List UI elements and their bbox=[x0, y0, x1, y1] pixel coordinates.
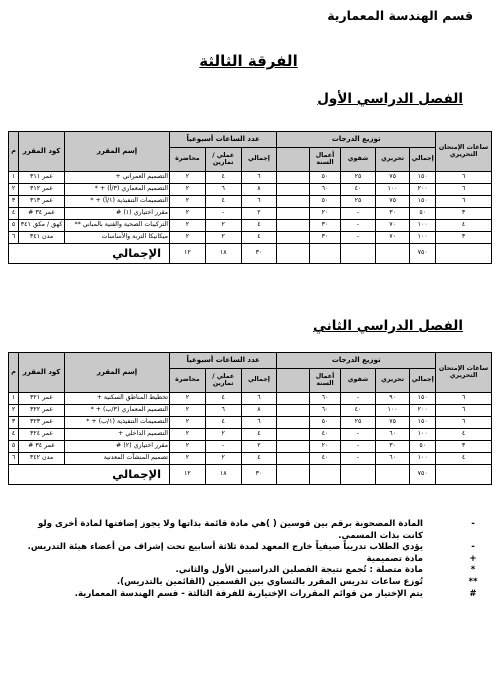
note-text: يؤدي الطلاب تدريباً صيفياً خارج المعهد لمدة ثلاثة أسابيع تحت إشراف من أعضاء هيئة التدريس. bbox=[27, 542, 423, 553]
note-item bbox=[20, 565, 483, 577]
cell-ex: ٦ bbox=[436, 196, 492, 208]
cell-ex: ٦ bbox=[436, 417, 492, 429]
total-gt: ٧٥٠ bbox=[410, 244, 436, 264]
cell-name: التصميم العمراني + bbox=[64, 172, 169, 184]
cell-ex: ٣ bbox=[436, 232, 492, 244]
cell-oral: - bbox=[341, 220, 376, 232]
cell-name: ميكانيكا التربة والأساسات bbox=[64, 232, 169, 244]
cell-n: ٤ bbox=[9, 429, 19, 441]
level-title-text: الفرقة الثالثة bbox=[199, 52, 298, 70]
cell-tot: ٦ bbox=[241, 417, 277, 429]
total-blank bbox=[341, 465, 376, 485]
cell-lec: ٢ bbox=[170, 429, 206, 441]
cell-wr: ٣٠ bbox=[375, 441, 410, 453]
cell-gt: ١٠٠ bbox=[410, 220, 436, 232]
cell-n: ٥ bbox=[9, 220, 19, 232]
cell-n: ٣ bbox=[9, 196, 19, 208]
cell-wr: ٧٠ bbox=[375, 232, 410, 244]
cell-name: مقرر اختياري (١) # bbox=[64, 208, 169, 220]
cell-code: مدن ٣٤٢ bbox=[19, 453, 65, 465]
cell-code: عمر ٣١١ bbox=[19, 172, 65, 184]
cell-name: التصميم المعماري (٣/ب) + * bbox=[64, 405, 169, 417]
cell-tot: ٦ bbox=[241, 172, 277, 184]
col-grades-group: توزيع الدرجات bbox=[277, 132, 436, 148]
cell-gt: ٥٠ bbox=[410, 441, 436, 453]
cell-blank bbox=[277, 453, 309, 465]
cell-wr: ٧٥ bbox=[375, 417, 410, 429]
note-mark: + bbox=[469, 553, 477, 564]
cell-ex: ٦ bbox=[436, 405, 492, 417]
cell-lec: ٢ bbox=[170, 220, 206, 232]
semester2-title: الفصل الدراسي الثاني bbox=[313, 318, 463, 334]
cell-wr: ٣٠ bbox=[375, 208, 410, 220]
total-tot: ٣٠ bbox=[241, 465, 277, 485]
cell-prac: ٢ bbox=[205, 220, 241, 232]
department-title: قسم الهندسة المعمارية bbox=[327, 8, 473, 23]
cell-oral: ٤٠ bbox=[341, 405, 376, 417]
total-lec: ١٢ bbox=[170, 244, 206, 264]
col-grades-total: إجمالي bbox=[410, 148, 436, 172]
cell-tot: ٨ bbox=[241, 405, 277, 417]
cell-code: عمر ٣٤ # bbox=[19, 441, 65, 453]
table-row bbox=[9, 220, 492, 232]
col-written: تحريري bbox=[375, 148, 410, 172]
col-hours-total: إجمالي bbox=[241, 369, 277, 393]
cell-blank bbox=[277, 184, 309, 196]
cell-blank bbox=[277, 429, 309, 441]
total-blank bbox=[309, 465, 340, 485]
col-lecture: محاضرة bbox=[170, 369, 206, 393]
cell-oral: - bbox=[341, 232, 376, 244]
cell-gt: ١٠٠ bbox=[410, 453, 436, 465]
cell-name: التصميمات التنفيذية (١/ب) + * bbox=[64, 417, 169, 429]
table-row bbox=[9, 208, 492, 220]
cell-prac: ٤ bbox=[205, 196, 241, 208]
cell-blank bbox=[277, 405, 309, 417]
table-row bbox=[9, 429, 492, 441]
cell-lec: ٢ bbox=[170, 417, 206, 429]
cell-n: ٦ bbox=[9, 453, 19, 465]
col-num: م bbox=[9, 132, 19, 172]
cell-blank bbox=[277, 417, 309, 429]
total-blank bbox=[375, 465, 410, 485]
cell-ex: ٦ bbox=[436, 184, 492, 196]
cell-code: عمر ٣٢٣ bbox=[19, 417, 65, 429]
cell-ex: ٤ bbox=[436, 429, 492, 441]
cell-lec: ٢ bbox=[170, 405, 206, 417]
table-row bbox=[9, 232, 492, 244]
cell-tot: ٦ bbox=[241, 196, 277, 208]
col-written: تحريري bbox=[375, 369, 410, 393]
cell-prac: - bbox=[205, 441, 241, 453]
cell-lec: ٢ bbox=[170, 441, 206, 453]
col-hours-group: عدد الساعات أسبوعياً bbox=[170, 132, 277, 148]
notes-list bbox=[20, 519, 483, 600]
cell-prac: ٤ bbox=[205, 393, 241, 405]
table-row bbox=[9, 405, 492, 417]
cell-oral: ٢٥ bbox=[341, 172, 376, 184]
cell-prac: ٢ bbox=[205, 429, 241, 441]
cell-ex: ٣ bbox=[436, 441, 492, 453]
cell-gt: ١٥٠ bbox=[410, 172, 436, 184]
col-course-code: كود المقرر bbox=[19, 353, 65, 393]
cell-gt: ١٥٠ bbox=[410, 196, 436, 208]
total-prac: ١٨ bbox=[205, 244, 241, 264]
cell-name: التصميم المعماري (٣/أ) + * bbox=[64, 184, 169, 196]
table-row bbox=[9, 184, 492, 196]
cell-gt: ١٠٠ bbox=[410, 232, 436, 244]
cell-code: عمر ٣٢١ bbox=[19, 393, 65, 405]
cell-code: عمر ٣٢٢ bbox=[19, 405, 65, 417]
cell-oral: - bbox=[341, 393, 376, 405]
cell-yw: ٥٠ bbox=[309, 417, 340, 429]
cell-n: ٢ bbox=[9, 184, 19, 196]
cell-code: عمر ٣٢٤ bbox=[19, 429, 65, 441]
cell-tot: ٤ bbox=[241, 429, 277, 441]
table-row bbox=[9, 196, 492, 208]
cell-yw: ٤٠ bbox=[309, 429, 340, 441]
cell-ex: ٤ bbox=[436, 220, 492, 232]
cell-wr: ٦٠ bbox=[375, 453, 410, 465]
total-gt: ٧٥٠ bbox=[410, 465, 436, 485]
col-practical: عملي / تمارين bbox=[205, 148, 241, 172]
cell-code: عمر ٣٤ # bbox=[19, 208, 65, 220]
cell-tot: ٦ bbox=[241, 393, 277, 405]
cell-gt: ٢٠٠ bbox=[410, 405, 436, 417]
col-blank bbox=[277, 148, 309, 172]
cell-n: ٢ bbox=[9, 405, 19, 417]
cell-gt: ٢٠٠ bbox=[410, 184, 436, 196]
note-text: تُوزع ساعات تدريس المقرر بالتساوي بين القسمين (القائمين بالتدريس). bbox=[116, 576, 423, 587]
cell-ex: ٦ bbox=[436, 393, 492, 405]
total-blank bbox=[309, 244, 340, 264]
col-oral: شفوي bbox=[341, 369, 376, 393]
col-num: م bbox=[9, 353, 19, 393]
cell-code: عمر ٣١٢ bbox=[19, 184, 65, 196]
cell-yw: ٣٠ bbox=[309, 232, 340, 244]
total-label: الإجمالي bbox=[9, 465, 170, 485]
cell-prac: ٦ bbox=[205, 405, 241, 417]
cell-lec: ٢ bbox=[170, 453, 206, 465]
col-hours-total: إجمالي bbox=[241, 148, 277, 172]
cell-blank bbox=[277, 393, 309, 405]
total-blank bbox=[436, 244, 492, 264]
note-text: مادة متصلة : تُجمع نتيجة الفصلين الدراسيين الأول والثاني. bbox=[175, 565, 423, 576]
cell-yw: ٦٠ bbox=[309, 405, 340, 417]
cell-wr: ١٠٠ bbox=[375, 405, 410, 417]
note-mark: - bbox=[471, 519, 475, 529]
total-blank bbox=[375, 244, 410, 264]
total-blank bbox=[341, 244, 376, 264]
note-item bbox=[20, 577, 483, 589]
cell-tot: ٤ bbox=[241, 220, 277, 232]
note-mark: # bbox=[469, 588, 477, 599]
total-row bbox=[9, 465, 492, 485]
cell-ex: ٣ bbox=[436, 208, 492, 220]
note-item bbox=[20, 589, 483, 601]
cell-wr: ٧٥ bbox=[375, 172, 410, 184]
col-year-work: أعمال السنة bbox=[309, 369, 340, 393]
cell-oral: - bbox=[341, 208, 376, 220]
cell-lec: ٢ bbox=[170, 232, 206, 244]
cell-n: ١ bbox=[9, 172, 19, 184]
cell-oral: ٢٥ bbox=[341, 196, 376, 208]
col-hours-group: عدد الساعات أسبوعياً bbox=[170, 353, 277, 369]
col-course-name: إسم المقرر bbox=[64, 353, 169, 393]
note-mark: - bbox=[471, 542, 475, 553]
cell-n: ١ bbox=[9, 393, 19, 405]
cell-yw: ٢٠ bbox=[309, 208, 340, 220]
cell-code: عمر ٣١٣ bbox=[19, 196, 65, 208]
cell-oral: - bbox=[341, 453, 376, 465]
col-exam-hours: ساعات الإمتحان التحريري bbox=[436, 353, 492, 393]
cell-lec: ٢ bbox=[170, 393, 206, 405]
level-title bbox=[0, 52, 497, 70]
cell-yw: ٤٠ bbox=[309, 453, 340, 465]
table-row bbox=[9, 441, 492, 453]
total-label: الإجمالي bbox=[9, 244, 170, 264]
cell-gt: ٥٠ bbox=[410, 208, 436, 220]
cell-name: التصميم الداخلي + bbox=[64, 429, 169, 441]
cell-yw: ٢٠ bbox=[309, 441, 340, 453]
cell-gt: ١٠٠ bbox=[410, 429, 436, 441]
cell-n: ٤ bbox=[9, 208, 19, 220]
total-prac: ١٨ bbox=[205, 465, 241, 485]
cell-prac: ٦ bbox=[205, 184, 241, 196]
col-year-work: أعمال السنة bbox=[309, 148, 340, 172]
cell-name: مقرر اختياري (٢) # bbox=[64, 441, 169, 453]
cell-tot: ٢ bbox=[241, 208, 277, 220]
total-blank bbox=[436, 465, 492, 485]
col-course-code: كود المقرر bbox=[19, 132, 65, 172]
col-course-name: إسم المقرر bbox=[64, 132, 169, 172]
cell-code: مدن ٣٤١ bbox=[19, 232, 65, 244]
semester1-title: الفصل الدراسي الأول bbox=[317, 91, 463, 107]
cell-blank bbox=[277, 172, 309, 184]
note-item bbox=[20, 554, 483, 566]
cell-prac: ٢ bbox=[205, 232, 241, 244]
col-exam-hours: ساعات الإمتحان التحريري bbox=[436, 132, 492, 172]
cell-name: تصميم المنشآت المعدنية bbox=[64, 453, 169, 465]
cell-name: التركيبات الصحية والفنية بالمباني ** bbox=[64, 220, 169, 232]
col-practical: عملي / تمارين bbox=[205, 369, 241, 393]
cell-oral: - bbox=[341, 441, 376, 453]
cell-name: التصميمات التنفيذية (١/أ) + * bbox=[64, 196, 169, 208]
cell-oral: ٤٠ bbox=[341, 184, 376, 196]
cell-oral: - bbox=[341, 429, 376, 441]
cell-wr: ٧٥ bbox=[375, 196, 410, 208]
cell-oral: ٢٥ bbox=[341, 417, 376, 429]
note-text: يتم الإختيار من قوائم المقررات الإختيارية للفرقة الثالثة - قسم الهندسة المعمارية. bbox=[74, 588, 423, 599]
col-grades-group: توزيع الدرجات bbox=[277, 353, 436, 369]
cell-ex: ٤ bbox=[436, 453, 492, 465]
cell-tot: ٨ bbox=[241, 184, 277, 196]
cell-wr: ٦٠ bbox=[375, 429, 410, 441]
col-grades-total: إجمالي bbox=[410, 369, 436, 393]
col-oral: شفوي bbox=[341, 148, 376, 172]
note-item bbox=[20, 542, 483, 554]
note-text: مادة تصميمية bbox=[366, 553, 423, 564]
cell-blank bbox=[277, 220, 309, 232]
cell-tot: ٤ bbox=[241, 453, 277, 465]
semester2-table bbox=[8, 352, 492, 485]
total-tot: ٣٠ bbox=[241, 244, 277, 264]
cell-n: ٥ bbox=[9, 441, 19, 453]
cell-lec: ٢ bbox=[170, 208, 206, 220]
cell-prac: ٢ bbox=[205, 453, 241, 465]
cell-n: ٣ bbox=[9, 417, 19, 429]
cell-yw: ٥٠ bbox=[309, 196, 340, 208]
cell-name: تخطيط المناطق السكنية + bbox=[64, 393, 169, 405]
note-mark: * bbox=[470, 565, 476, 576]
note-item bbox=[20, 519, 483, 542]
cell-ex: ٦ bbox=[436, 172, 492, 184]
total-row bbox=[9, 244, 492, 264]
cell-prac: - bbox=[205, 208, 241, 220]
cell-blank bbox=[277, 208, 309, 220]
cell-prac: ٤ bbox=[205, 172, 241, 184]
cell-gt: ١٥٠ bbox=[410, 417, 436, 429]
total-blank bbox=[277, 244, 309, 264]
cell-n: ٦ bbox=[9, 232, 19, 244]
cell-wr: ٧٠ bbox=[375, 220, 410, 232]
cell-wr: ٩٠ bbox=[375, 393, 410, 405]
cell-yw: ٦٠ bbox=[309, 393, 340, 405]
cell-tot: ٢ bbox=[241, 441, 277, 453]
total-lec: ١٢ bbox=[170, 465, 206, 485]
table-row bbox=[9, 172, 492, 184]
cell-lec: ٢ bbox=[170, 196, 206, 208]
cell-blank bbox=[277, 196, 309, 208]
cell-lec: ٢ bbox=[170, 172, 206, 184]
cell-wr: ١٠٠ bbox=[375, 184, 410, 196]
cell-code: كهق / مكق ٣٤١ bbox=[19, 220, 65, 232]
cell-lec: ٢ bbox=[170, 184, 206, 196]
table-row bbox=[9, 453, 492, 465]
semester1-table bbox=[8, 131, 492, 264]
cell-blank bbox=[277, 441, 309, 453]
cell-yw: ٦٠ bbox=[309, 184, 340, 196]
total-blank bbox=[277, 465, 309, 485]
cell-yw: ٥٠ bbox=[309, 172, 340, 184]
table-row bbox=[9, 417, 492, 429]
note-text: المادة المصحوبة برقم بين قوسين ( )هي مادة قائمة بذاتها ولا يجوز إضافتها لمادة أخرى ولو كانت بذات المسمى. bbox=[38, 519, 423, 541]
table-row bbox=[9, 393, 492, 405]
cell-tot: ٤ bbox=[241, 232, 277, 244]
col-blank bbox=[277, 369, 309, 393]
cell-blank bbox=[277, 232, 309, 244]
note-mark: ** bbox=[468, 576, 478, 587]
col-lecture: محاضرة bbox=[170, 148, 206, 172]
cell-prac: ٤ bbox=[205, 417, 241, 429]
cell-yw: ٣٠ bbox=[309, 220, 340, 232]
cell-gt: ١٥٠ bbox=[410, 393, 436, 405]
